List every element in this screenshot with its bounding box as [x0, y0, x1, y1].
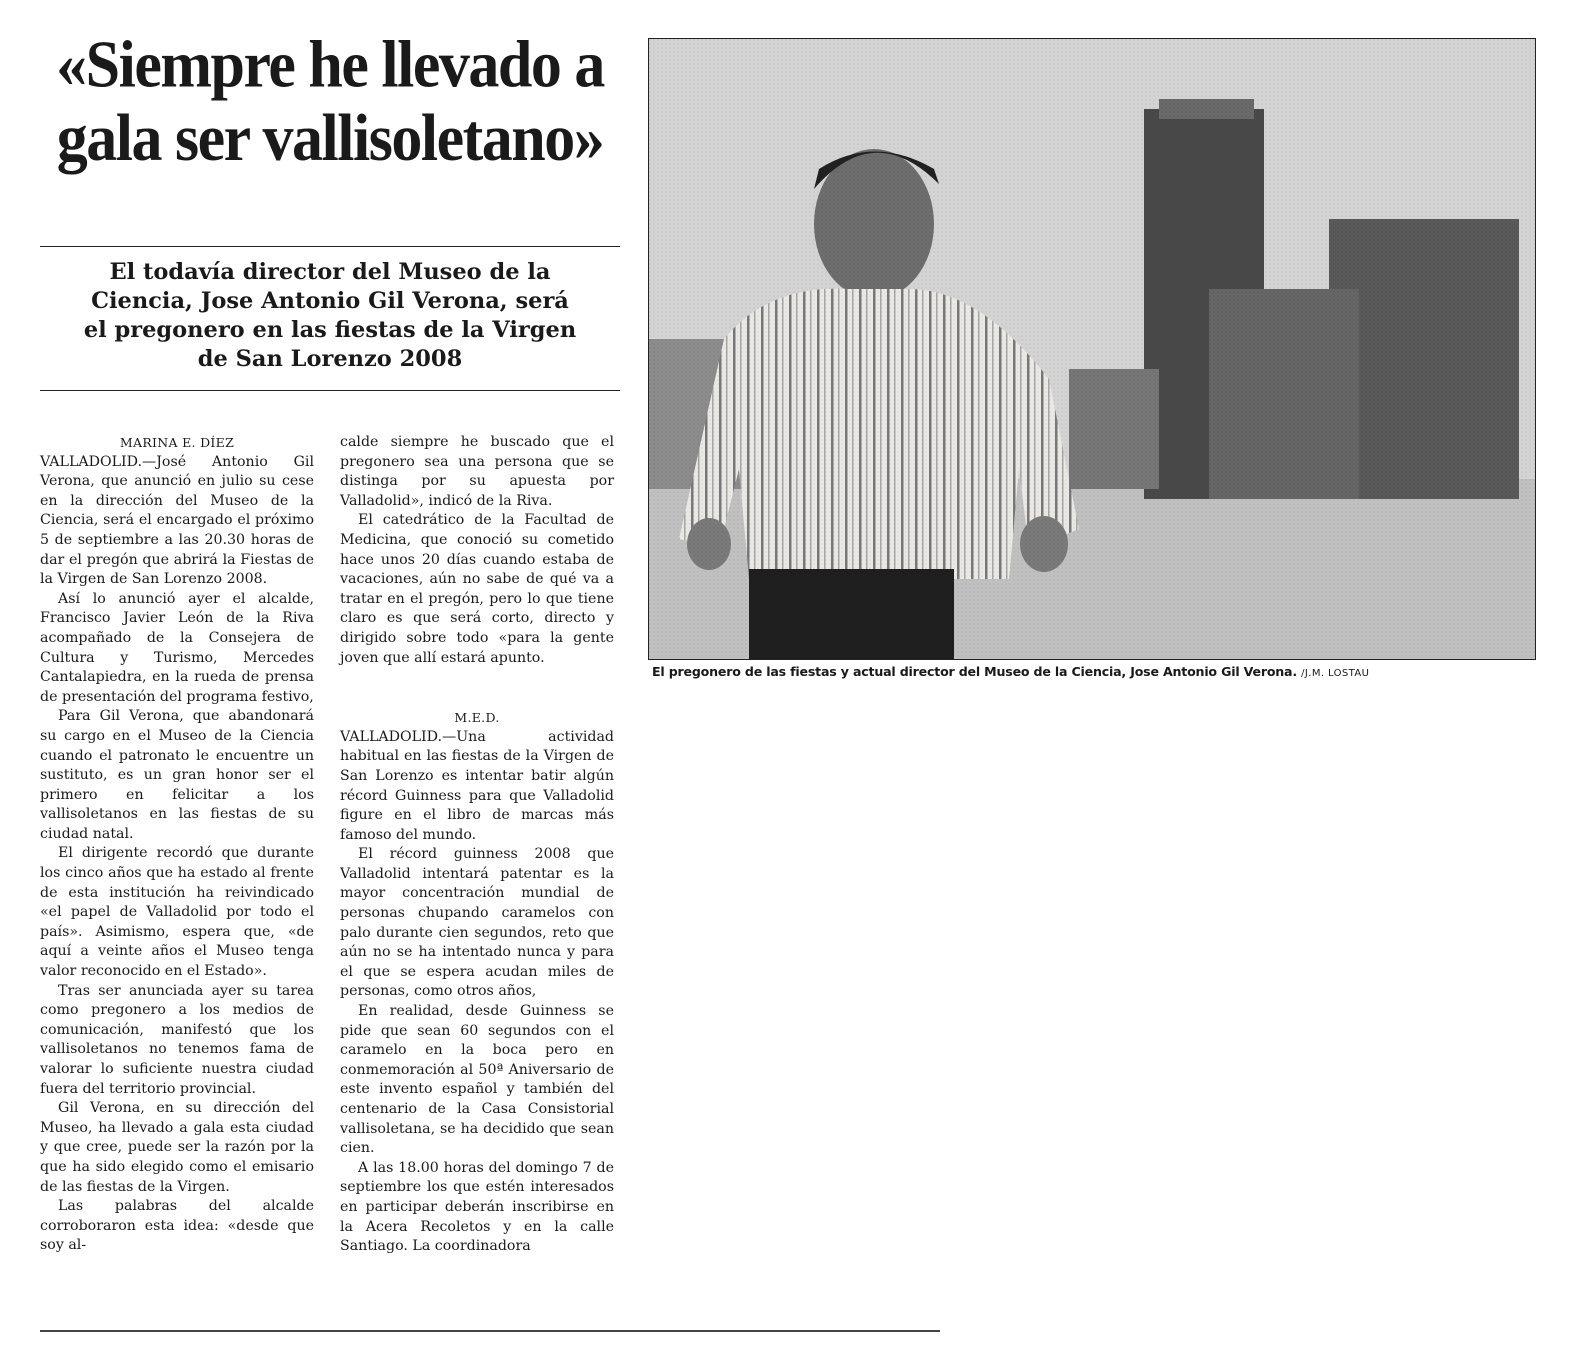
paragraph: Para Gil Verona, que abandonará su cargo en el Museo de la Ciencia cuando el patronato le encuentre un sustituto, es un gran honor ser el primero en felicitar a los vallisoletanos en las fiestas de su ciudad natal.	[40, 708, 314, 842]
paragraph: A las 18.00 horas del domingo 7 de septiembre los que estén interesados en participar deberán inscribirse en la Acera Recoletos y en la calle Santiago. La coordinadora	[340, 1159, 614, 1255]
news-photo	[648, 38, 1536, 660]
byline-main: MARINA E. DÍEZ	[119, 435, 235, 450]
photo-credit: /J.M. LOSTAU	[1301, 668, 1370, 679]
column-1	[40, 433, 314, 1256]
bottom-rule	[40, 1330, 940, 1332]
paragraph: El catedrático de la Facultad de Medicina, que conoció su cometido hace unos 20 días cuando estaba de vacaciones, aún no sabe de qué va a tratar en el pregón, pero lo que tiene claro es que será corto, directo y dirigido sobre todo «para la gente joven que allí estará apunto.	[340, 512, 614, 666]
dateline: VALLADOLID.	[340, 728, 443, 745]
paragraph: VALLADOLID.—Una actividad habitual en las fiestas de la Virgen de San Lorenzo es intentar batir algún récord Guinness para que Valladolid figure en el libro de marcas más famoso del mundo.	[340, 728, 614, 843]
paragraph: Tras ser anunciada ayer su tarea como pregonero a los medios de comunicación, manifestó que los vallisoletanos no tenemos fama de valorar lo suficiente nuestra ciudad fuera del territorio provincial.	[40, 982, 314, 1097]
paragraph: VALLADOLID.—José Antonio Gil Verona, que anunció en julio su cese en la dirección del Museo de la Ciencia, será el encargado el próximo 5 de septiembre a las 20.30 horas de dar el pregón que abrirá la Fiestas de la Virgen de San Lorenzo 2008.	[40, 453, 314, 588]
paragraph: El dirigente recordó que durante los cinco años que ha estado al frente de esta institución ha reivindicado «el papel de Valladolid por todo el país». Asimismo, espera que, «de aquí a veinte años el Museo tenga valor reconocido en el Estado».	[40, 845, 314, 980]
byline-second: M.E.D.	[454, 710, 500, 726]
dateline: VALLADOLID.	[40, 453, 143, 470]
photo-caption	[652, 664, 1552, 679]
column-2	[340, 433, 614, 1257]
headline: «Siempre he llevado a gala ser vallisoletano»	[56, 28, 604, 175]
paragraph: Gil Verona, en su dirección del Museo, ha llevado a gala esta ciudad y que cree, puede ser la razón por la que ha sido elegido como el emisario de las fiestas de la Virgen.	[40, 1100, 314, 1195]
subhead: El todavía director del Museo de la Ciencia, Jose Antonio Gil Verona, será el pregonero en las fiestas de la Virgen de San Lorenzo 2008	[83, 259, 577, 372]
paragraph: calde siempre he buscado que el pregonero sea una persona que se distinga por su apuesta por Valladolid», indicó de la Riva.	[340, 434, 614, 509]
paragraph: Así lo anunció ayer el alcalde, Francisco Javier León de la Riva acompañado de la Consejera de Cultura y Turismo, Mercedes Cantalapiedra, en la rueda de prensa de presentación del programa festivo,	[40, 590, 314, 705]
paragraph: En realidad, desde Guinness se pide que sean 60 segundos con el caramelo en la boca pero en conmemoración al 50ª Aniversario de este invento español y también del centenario de la Casa Consistorial vallisoletana, se ha decidido que sean cien.	[340, 1003, 614, 1157]
paragraph: Las palabras del alcalde corroboraron esta idea: «desde que soy al-	[40, 1198, 314, 1254]
paragraph: El récord guinness 2008 que Valladolid intentará patentar es la mayor concentración mundial de personas chupando caramelos con palo durante cien segundos, reto que aún no se ha intentado nunca y para el que se espera acudan miles de personas, como otros años,	[340, 846, 614, 1000]
caption-text: El pregonero de las fiestas y actual director del Museo de la Ciencia, Jose Antonio Gil Verona.	[652, 664, 1297, 679]
subhead-rule	[40, 390, 620, 391]
headline-rule	[40, 246, 620, 247]
photo-illustration	[649, 39, 1535, 659]
